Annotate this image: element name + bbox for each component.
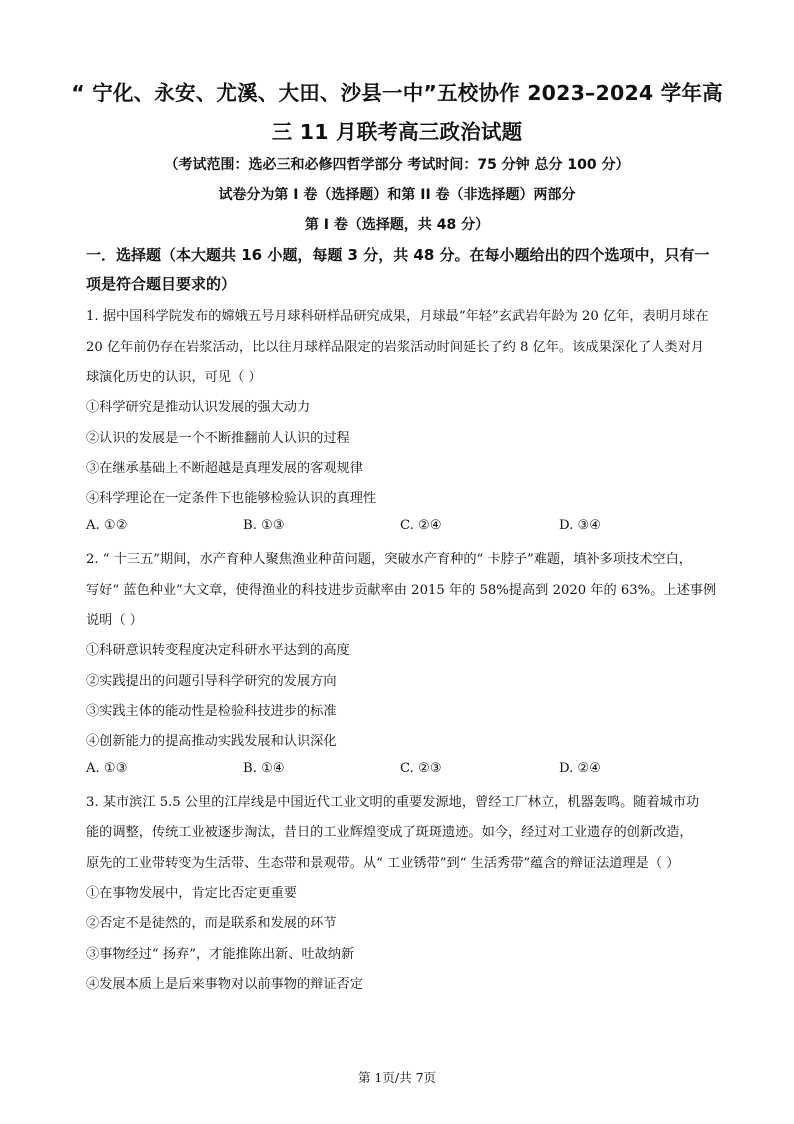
option-d: D. ②④	[559, 761, 602, 776]
statement-item: ①科研意识转变程度决定科研水平达到的高度	[86, 643, 350, 658]
question-stem-line: 说明（ ）	[86, 613, 143, 628]
option-d: D. ③④	[559, 518, 602, 533]
statement-item: ④科学理论在一定条件下也能够检验认识的真理性	[86, 491, 377, 506]
statement-item: ④创新能力的提高推动实践发展和认识深化	[86, 734, 337, 749]
section-instructions-line-1: 一．选择题（本大题共 16 小题，每题 3 分，共 48 分。在每小题给出的四个选项中，只有一	[86, 246, 710, 264]
question-stem-line: 1. 据中国科学院发布的嫦娥五号月球科研样品研究成果，月球最“年轻”玄武岩年龄为 20 亿年，表明月球在	[86, 309, 709, 324]
statement-item: ④发展本质上是后来事物对以前事物的辩证否定	[86, 977, 363, 992]
statement-item: ②认识的发展是一个不断推翻前人认识的过程	[86, 431, 350, 446]
statement-item: ①科学研究是推动认识发展的强大动力	[86, 400, 311, 415]
question-stem-line: 原先的工业带转变为生活带、生态带和景观带。从“ 工业锈带”到“ 生活秀带”蕴含的辩证法道理是（ ）	[86, 856, 680, 871]
paper-parts: 试卷分为第 I 卷（选择题）和第 II 卷（非选择题）两部分	[218, 187, 576, 203]
statement-item: ③事物经过“ 扬弃”，才能推陈出新、吐故纳新	[86, 947, 355, 962]
statement-item: ③实践主体的能动性是检验科技进步的标准	[86, 704, 337, 719]
exam-title-line-1: “ 宁化、永安、尤溪、大田、沙县一中”五校协作 2023–2024 学年高	[71, 81, 723, 105]
question-stem-line: 写好“ 蓝色种业”大文章，使得渔业的科技进步贡献率由 2015 年的 58%提高到 2020 年的 63%。上述事例	[86, 583, 717, 598]
question-stem-line: 3. 某市滨江 5.5 公里的江岸线是中国近代工业文明的重要发源地，曾经工厂林立，机器轰鸣。随着城市功	[86, 795, 700, 810]
option-a: A. ①②	[86, 518, 128, 533]
option-b: B. ①④	[243, 761, 285, 776]
question-stem-line: 20 亿年前仍存在岩浆活动，比以往月球样品限定的岩浆活动时间延长了约 8 亿年。该成果深化了人类对月	[86, 340, 704, 355]
statement-item: ③在继承基础上不断超越是真理发展的客观规律	[86, 461, 363, 476]
option-b: B. ①③	[243, 518, 285, 533]
option-c: C. ②④	[400, 518, 442, 533]
question-stem-line: 球演化历史的认识，可见（ ）	[86, 370, 262, 385]
exam-info: （考试范围：选必三和必修四哲学部分 考试时间：75 分钟 总分 100 分）	[164, 157, 630, 173]
option-a: A. ①③	[86, 761, 128, 776]
page-footer: 第 1页/共 7页	[357, 1070, 437, 1085]
statement-item: ②否定不是徒然的，而是联系和发展的环节	[86, 916, 337, 931]
question-stem-line: 能的调整，传统工业被逐步淘汰，昔日的工业辉煌变成了斑斑遗迹。如今，经过对工业遗存的创新改造，	[86, 825, 693, 840]
question-stem-line: 2. “ 十三五”期间，水产育种人聚焦渔业种苗问题，突破水产育种的“ 卡脖子”难题，填补多项技术空白，	[86, 552, 692, 567]
statement-item: ①在事物发展中，肯定比否定更重要	[86, 886, 297, 901]
section-instructions-line-2: 项是符合题目要求的）	[86, 275, 237, 293]
option-c: C. ②③	[400, 761, 442, 776]
part-one-heading: 第 I 卷（选择题，共 48 分）	[304, 217, 490, 233]
statement-item: ②实践提出的问题引导科学研究的发展方向	[86, 674, 337, 689]
exam-title-line-2: 三 11 月联考高三政治试题	[271, 120, 523, 144]
